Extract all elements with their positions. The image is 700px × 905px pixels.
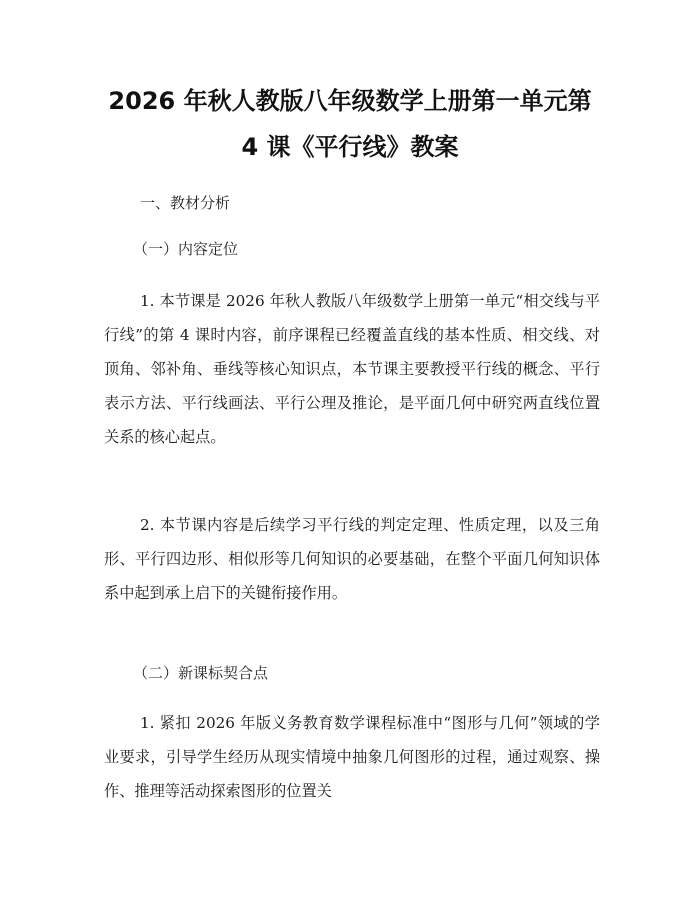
- paragraph-1: 1. 本节课是 2026 年秋人教版八年级数学上册第一单元“相交线与平行线”的第 4 课时内容，前序课程已经覆盖直线的基本性质、相交线、对顶角、邻补角、垂线等核心知识点，本节课主要教授平行线的概念、平行表示方法、平行线画法、平行公理及推论，是平面几何中研究两直线位置关系的核心起点。: [104, 292, 600, 446]
- subsection-heading-content-positioning: （一）内容定位: [133, 240, 239, 258]
- section-heading-textbook-analysis: 一、教材分析: [140, 194, 231, 212]
- paragraph-3: 1. 紧扣 2026 年版义务教育数学课程标准中“图形与几何”领域的学业要求，引导学生经历从现实情境中抽象几何图形的过程，通过观察、操作、推理等活动探索图形的位置关: [104, 714, 600, 800]
- paragraph-2: 2. 本节课内容是后续学习平行线的判定定理、性质定理，以及三角形、平行四边形、相似形等几何知识的必要基础，在整个平面几何知识体系中起到承上启下的关键衔接作用。: [104, 516, 600, 602]
- document-title-line-1: 2026 年秋人教版八年级数学上册第一单元第: [108, 87, 592, 115]
- document-title-line-2: 4 课《平行线》教案: [241, 133, 459, 161]
- subsection-heading-curriculum-fit: （二）新课标契合点: [133, 664, 269, 682]
